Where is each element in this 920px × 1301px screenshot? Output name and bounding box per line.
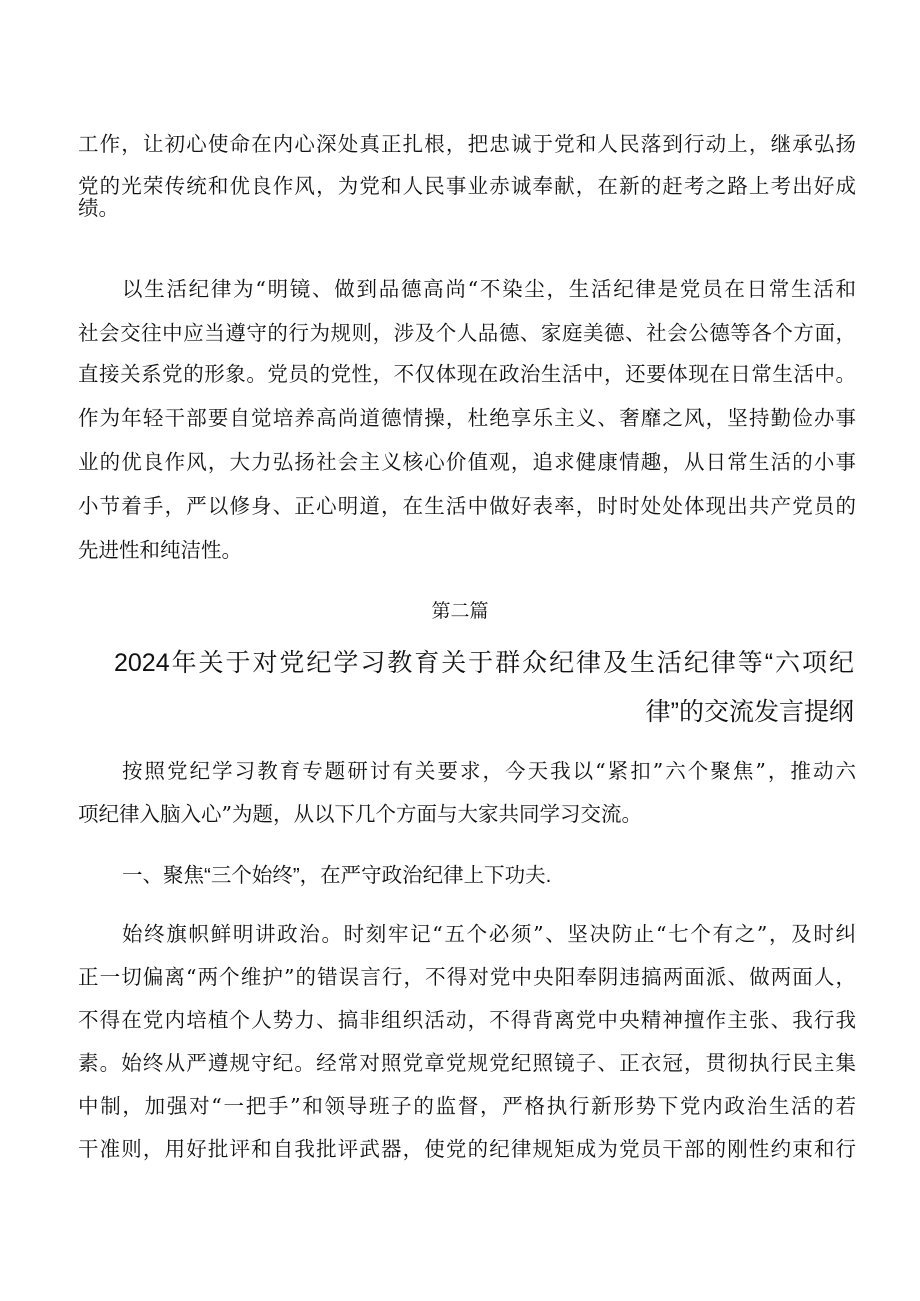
body-text-line: 不得在党内培植个人势力、搞非组织活动，不得背离党中央精神擅作主张、我行我: [78, 1008, 856, 1032]
document-title-line-2: 律”的交流发言提纲: [645, 698, 854, 726]
section-label: 第二篇: [431, 600, 489, 622]
body-text-line: 素。始终从严遵规守纪。经常对照党章党规党纪照镜子、正衣冠，贯彻执行民主集: [78, 1051, 856, 1075]
body-text-line: 绩。: [78, 196, 119, 220]
body-text-line: 业的优良作风，大力弘扬社会主义核心价值观，追求健康情趣，从日常生活的小事: [78, 450, 856, 474]
body-text-line: 始终旗帜鲜明讲政治。时刻牢记“五个必须”、坚决防止“七个有之”，及时纠: [122, 922, 856, 946]
body-text-line: 项纪律入脑入心”为题，从以下几个方面与大家共同学习交流。: [78, 802, 642, 826]
section-heading: 一、聚焦“三个始终”，在严守政治纪律上下功夫.: [122, 864, 552, 887]
body-text-line: 先进性和纯洁性。: [78, 538, 242, 562]
body-text-line: 中制，加强对“一把手”和领导班子的监督，严格执行新形势下党内政治生活的若: [78, 1094, 856, 1118]
body-text-line: 工作，让初心使命在内心深处真正扎根，把忠诚于党和人民落到行动上，继承弘扬: [78, 132, 856, 156]
body-text-line: 小节着手，严以修身、正心明道，在生活中做好表率，时时处处体现出共产党员的: [78, 494, 856, 518]
body-text-line: 党的光荣传统和优良作风，为党和人民事业赤诚奉献，在新的赶考之路上考出好成: [78, 174, 856, 198]
body-text-line: 以生活纪律为“明镜、做到品德高尚“不染尘，生活纪律是党员在日常生活和: [122, 277, 856, 301]
body-text-line: 社会交往中应当遵守的行为规则，涉及个人品德、家庭美德、社会公德等各个方面，: [78, 321, 856, 345]
body-text-line: 干准则，用好批评和自我批评武器，使党的纪律规矩成为党员干部的刚性约束和行: [78, 1137, 856, 1161]
body-text-line: 直接关系党的形象。党员的党性，不仅体现在政治生活中，还要体现在日常生活中。: [78, 362, 856, 386]
body-text-line: 作为年轻干部要自觉培养高尚道德情操，杜绝享乐主义、奢靡之风，坚持勤俭办事: [78, 406, 856, 430]
body-text-line: 按照党纪学习教育专题研讨有关要求，今天我以“紧扣”六个聚焦”，推动六: [122, 759, 856, 783]
body-text-line: 正一切偏离“两个维护”的错误言行，不得对党中央阳奉阴违搞两面派、做两面人，: [78, 965, 856, 989]
document-title-line-1: 2024年关于对党纪学习教育关于群众纪律及生活纪律等“六项纪: [114, 649, 854, 677]
